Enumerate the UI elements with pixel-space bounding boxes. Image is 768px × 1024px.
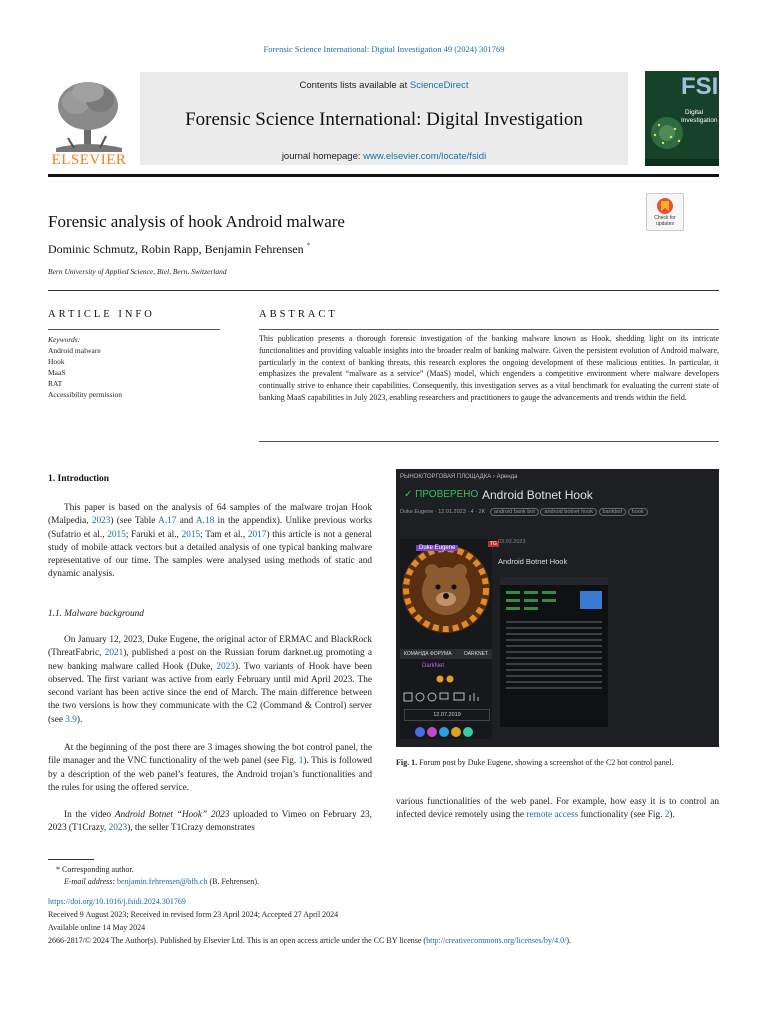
- p2-text-b: ), published a post on the Russian forum darknet.ug promoting a new banking malware called Hook (Duke,: [48, 648, 372, 672]
- keyword-item: Accessibility permission: [48, 390, 122, 399]
- verified-badge: ✓ ПРОВЕРЕНО: [404, 489, 479, 500]
- p1-text-g: ) this article is not a general study of mobile attack vectors but a detailed analysis of one typical banking malware representative of our time. The samples were analysed using methods of static and dynamic analysis.: [48, 529, 372, 580]
- authors-text: Dominic Schmutz, Robin Rapp, Benjamin Fehrensen: [48, 242, 304, 256]
- abstract-bottom-rule: [259, 441, 719, 442]
- social-icons: [400, 725, 492, 739]
- email-label: E-mail address:: [64, 877, 116, 886]
- p2-text-c: ). Two variants of Hook have been observed. The first variant was active from early February until mid April 2023. The second variant has been active since the end of March. The main difference between the two versions is how they communicate with the C2 (Command & Control) server (see: [48, 661, 372, 725]
- author-list: [48, 241, 311, 257]
- tag-chip: android bank bot: [490, 508, 539, 516]
- p5-text-b: functionality (see Fig.: [578, 810, 665, 821]
- c2-panel-thumbnail-icon: [500, 577, 608, 727]
- p4-text-b: uploaded to Vimeo on February 23, 2023 (T1Crazy,: [48, 810, 372, 834]
- footnote-mark: *: [56, 865, 60, 874]
- abstract-heading: ABSTRACT: [259, 309, 338, 320]
- p1-text-e: ; Faruki et al.,: [125, 529, 182, 540]
- keyword-item: RAT: [48, 379, 63, 388]
- role-badge-right: DARKNET: [464, 651, 488, 657]
- p2-text-a: On January 12, 2023, Duke Eugene, the original actor of ERMAC and BlackRock (ThreatFabric,: [48, 635, 372, 659]
- p1-text-a: This paper is based on the analysis of 64 samples of the malware trojan Hook (Malpedia,: [48, 503, 372, 527]
- article-info-rule: [48, 329, 220, 330]
- ref-link[interactable]: 2015: [181, 529, 201, 540]
- figure-caption-text: Forum post by Duke Eugene, showing a screenshot of the C2 bot control panel.: [417, 758, 674, 767]
- avatar-name-label: Duke Eugene: [416, 545, 458, 551]
- journal-citation-link[interactable]: Forensic Science International: Digital Investigation 49 (2024) 301769: [263, 44, 505, 54]
- contents-availability: [140, 80, 628, 91]
- email-link[interactable]: benjamin.fehrensen@bfh.ch: [117, 877, 208, 886]
- keywords-label: Keywords:: [48, 335, 81, 344]
- article-info-heading: ARTICLE INFO: [48, 309, 155, 320]
- intro-paragraph-4: [48, 809, 372, 836]
- section-heading-introduction: 1. Introduction: [48, 474, 110, 484]
- contents-prefix: Contents lists available at: [299, 80, 410, 91]
- paper-title: Forensic analysis of hook Android malware: [48, 212, 345, 231]
- email-name: (B. Fehrensen).: [207, 877, 260, 886]
- figure-ref-link[interactable]: 2: [664, 810, 670, 821]
- check-updates-line1: Check for: [654, 215, 676, 221]
- p1-text-b: ) (see Table: [110, 516, 159, 527]
- profile-stat-icons: [400, 691, 492, 705]
- journal-banner: [140, 72, 628, 165]
- table-ref-link[interactable]: A.18: [195, 516, 215, 527]
- p4-text-c: ), the seller T1Crazy demonstrates: [127, 823, 255, 834]
- doi-link[interactable]: [48, 897, 186, 906]
- corresponding-label: Corresponding author.: [62, 865, 134, 874]
- remote-access-link[interactable]: remote access: [526, 810, 579, 821]
- ref-link[interactable]: 2021: [104, 648, 124, 659]
- figure-1-caption: [396, 757, 719, 769]
- p5-text-c: ).: [669, 810, 675, 821]
- license-link[interactable]: http://creativecommons.org/licenses/by/4.0/: [426, 936, 567, 945]
- cover-line1: Digital: [685, 109, 704, 116]
- bookmark-icon: [647, 196, 683, 216]
- figure-ref-link[interactable]: 1: [298, 756, 304, 767]
- table-ref-link[interactable]: A.17: [158, 516, 177, 527]
- abstract-text: This publication presents a thorough forensic investigation of the banking malware known as Hook, shedding light on its intricate functionalities and providing valuable insights into the broader realm of banking malware. Given the persistent evolution of Android malware, particularly in the context of banking threats, this research explores the ongoing development of these malicious entities. In particular, it emphasizes the prevalent “malware as a service” (MaaS) model, which engenders a competitive environment where malware developers continually strive to enhance their capabilities. Consequently, this investigation serves as a vital benchmark for evaluating the current state of banking MaaS capabilities in July 2023, enabling researchers and practitioners to gauge the advancements and trends within the field.: [259, 334, 719, 402]
- keyword-item: Android malware: [48, 346, 101, 355]
- ref-link[interactable]: 2023: [108, 823, 128, 834]
- doi-text[interactable]: https://doi.org/10.1016/j.fsidi.2024.301769: [48, 897, 186, 906]
- keyword-item: Hook: [48, 357, 65, 366]
- profile-column: [400, 539, 497, 739]
- p5-text-a: various functionalities of the web panel. For example, how easy it is to control an infected device remotely using the: [396, 797, 719, 821]
- ref-link[interactable]: 2023: [216, 661, 235, 672]
- medal-icons: [400, 673, 492, 685]
- breadcrumb-b: Аренда: [496, 474, 518, 480]
- p3-text-a: At the beginning of the post there are 3 images showing the bot control panel, the file manager and the VNC functionality of the web panel (see Fig.: [48, 743, 372, 767]
- p2-text-d: ).: [76, 714, 83, 725]
- meta-stats: 4 · 2K: [470, 509, 486, 515]
- ref-link[interactable]: 2015: [107, 529, 126, 540]
- figure-1-screenshot: [396, 469, 719, 747]
- header-divider: [48, 174, 719, 177]
- homepage-prefix: journal homepage:: [281, 151, 364, 162]
- check-updates-label: [647, 215, 683, 227]
- tag-chip: android botnet hook: [540, 508, 597, 516]
- available-online: Available online 14 May 2024: [48, 923, 146, 932]
- forum-post-title: Android Botnet Hook: [482, 488, 593, 502]
- intro-paragraph-1: [48, 502, 372, 582]
- keyword-item: MaaS: [48, 368, 66, 377]
- avatar-bear-image-icon: [400, 539, 492, 639]
- darknet-label: DarkNet: [422, 663, 445, 669]
- license-text-b: ).: [566, 936, 572, 945]
- cover-abbrev: FSI: [681, 73, 719, 100]
- p1-text-f: ; Tam et al.,: [200, 529, 248, 540]
- affiliation: Bern University of Applied Science, Biel, Bern, Switzerland: [48, 267, 227, 276]
- abstract-rule: [259, 329, 719, 330]
- meta-date: 12.01.2023: [438, 509, 466, 515]
- right-column-paragraph: [396, 796, 719, 823]
- footnote: [56, 864, 259, 888]
- intro-paragraph-2: [48, 634, 372, 727]
- video-title: Android Botnet “Hook” 2023: [114, 810, 230, 820]
- tag-chip: hook: [628, 508, 648, 516]
- license-line: [48, 936, 738, 945]
- joined-date: 12.07.2019: [404, 709, 490, 721]
- breadcrumb-sep: ›: [492, 474, 495, 480]
- elsevier-wordmark: ELSEVIER: [51, 152, 127, 168]
- cover-line2: Investigation: [681, 117, 718, 124]
- corresponding-author-mark[interactable]: *: [306, 241, 311, 250]
- journal-homepage: [140, 151, 628, 162]
- journal-cover-image[interactable]: [645, 71, 719, 166]
- role-badges: [400, 649, 492, 659]
- p1-text-c: and: [176, 516, 196, 527]
- check-for-updates-button[interactable]: [646, 193, 684, 231]
- post-meta-line: Duke Eugene · 12.01.2023 · 4 · 2K android bank bot android botnet hook bankbot hook: [400, 509, 648, 515]
- license-text-a: 2666-2817/© 2024 The Author(s). Published by Elsevier Ltd. This is an open access article under the CC BY license (: [48, 936, 427, 945]
- footnote-rule: [48, 859, 94, 860]
- keywords-block: [48, 334, 122, 400]
- role-badge-left: КОМАНДА ФОРУМА: [404, 651, 452, 657]
- subsection-heading: 1.1. Malware background: [48, 609, 144, 619]
- tg-badge: TG: [490, 541, 497, 547]
- section-ref-link[interactable]: 3.9: [65, 714, 77, 725]
- homepage-link[interactable]: www.elsevier.com/locate/fsidi: [363, 151, 487, 162]
- tag-chip: bankbot: [599, 508, 627, 516]
- figure-label: Fig. 1.: [396, 758, 418, 767]
- meta-user: Duke Eugene: [400, 509, 434, 515]
- p3-text-b: ). This is followed by a description of the web panel’s features, the Android trojan’s functionalities and the rules for using the offered service.: [48, 756, 372, 793]
- p1-text-d: in the appendix). Unlike previous works (Sufatrio et al.,: [48, 516, 373, 540]
- elsevier-logo: [48, 72, 130, 168]
- sciencedirect-link[interactable]: ScienceDirect: [409, 80, 469, 91]
- check-updates-line2: updates: [656, 221, 674, 227]
- ref-link[interactable]: 2017: [247, 529, 267, 540]
- journal-title: Forensic Science International: Digital Investigation: [185, 109, 583, 130]
- affiliation-divider: [48, 290, 719, 291]
- intro-paragraph-3: [48, 742, 372, 795]
- p4-text-a: In the video: [64, 810, 115, 820]
- forum-breadcrumb: [400, 474, 517, 480]
- ref-link[interactable]: 2023: [91, 516, 111, 527]
- post-date: 03.02.2023: [498, 539, 526, 545]
- breadcrumb-a: РЫНОК/ТОРГОВАЯ ПЛОЩАДКА: [400, 474, 492, 480]
- received-dates: Received 9 August 2023; Received in revised form 23 April 2024; Accepted 27 April 2024: [48, 910, 339, 919]
- post-inner-title: Android Botnet Hook: [498, 557, 568, 566]
